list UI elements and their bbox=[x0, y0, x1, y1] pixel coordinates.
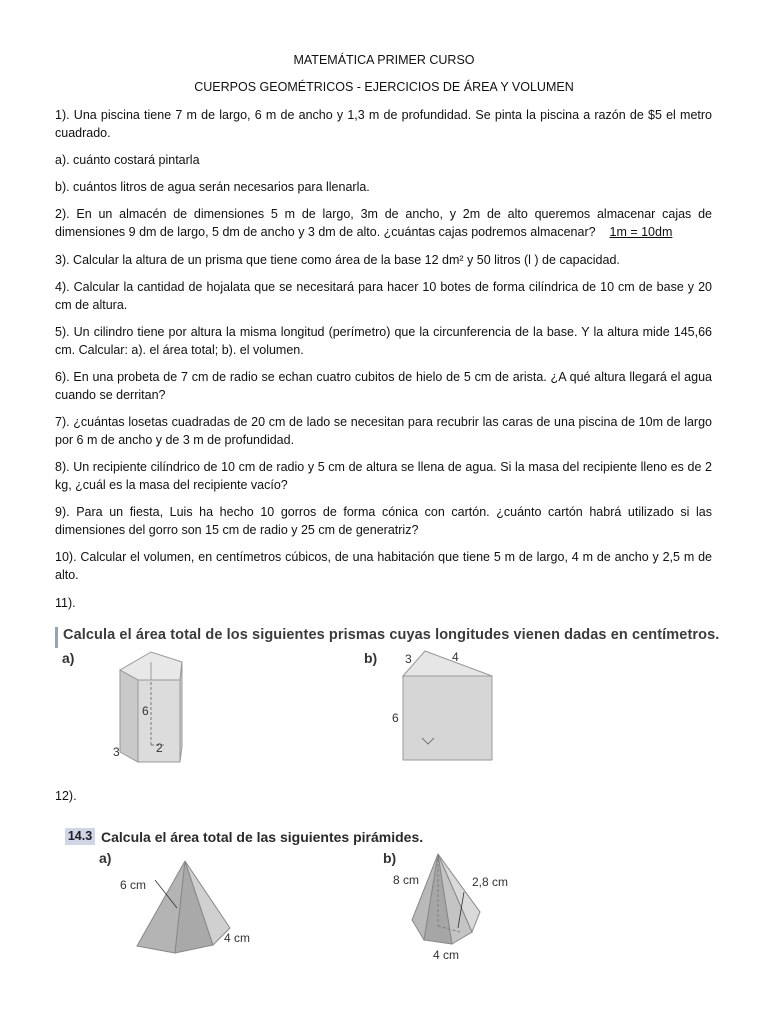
section-12-number: 14.3 bbox=[65, 828, 95, 845]
problem-4: 4). Calcular la cantidad de hojalata que se necesitará para hacer 10 botes de forma cilíndrica de 10 cm de base y 20 cm de altura. bbox=[55, 280, 712, 312]
pyramid-a-label: a) bbox=[99, 850, 112, 866]
pyramid-a-slant: 6 cm bbox=[120, 878, 147, 892]
problem-7: 7). ¿cuántas losetas cuadradas de 20 cm de lado se necesitan para recubrir las caras de una piscina de 10m de largo por 6 m de ancho y de 3 m de profundidad. bbox=[55, 415, 712, 447]
prism-a-label: a) bbox=[62, 650, 75, 666]
prism-b-label: b) bbox=[364, 650, 378, 666]
prism-a-side: 3 bbox=[113, 745, 120, 759]
problem-1b: b). cuántos litros de agua serán necesarios para llenarla. bbox=[55, 180, 370, 194]
pyramid-b-edge: 8 cm bbox=[393, 873, 420, 887]
course-title: MATEMÁTICA PRIMER CURSO bbox=[293, 53, 475, 67]
pyramid-b-base: 4 cm bbox=[433, 948, 460, 962]
pyramid-b-apothem: 2,8 cm bbox=[472, 875, 509, 889]
problem-5: 5). Un cilindro tiene por altura la misma longitud (perímetro) que la circunferencia de la base. Y la altura mide 145,66 cm. Calcular: a). el área total; b). el volumen. bbox=[55, 325, 712, 357]
problem-12: 12). bbox=[55, 789, 77, 803]
problem-2-text: 2). En un almacén de dimensiones 5 m de largo, 3m de ancho, y 2m de alto queremos almacenar cajas de dimensiones 9 dm de largo, 5 dm de ancho y 3 dm de alto. ¿cuántas cajas podremos almacenar? bbox=[55, 207, 712, 239]
problem-10: 10). Calcular el volumen, en centímetros cúbicos, de una habitación que tiene 5 m de largo, 4 m de ancho y 2,5 m de alto. bbox=[55, 550, 712, 582]
section-11-bar bbox=[55, 627, 58, 648]
topic-title: CUERPOS GEOMÉTRICOS - EJERCICIOS DE ÁREA Y VOLUMEN bbox=[194, 80, 574, 94]
prism-b-leg2: 4 bbox=[452, 650, 459, 664]
section-11-heading: Calcula el área total de los siguientes prismas cuyas longitudes vienen dadas en centímetros. bbox=[63, 627, 720, 643]
problem-11: 11). bbox=[55, 596, 76, 610]
prism-a-height: 6 bbox=[142, 704, 149, 718]
problem-6: 6). En una probeta de 7 cm de radio se echan cuatro cubitos de hielo de 5 cm de arista. ¿A qué altura llegará el agua cuando se derritan? bbox=[55, 370, 712, 402]
problem-3: 3). Calcular la altura de un prisma que tiene como área de la base 12 dm² y 50 litros (l ) de capacidad. bbox=[55, 253, 620, 267]
problem-1a: a). cuánto costará pintarla bbox=[55, 153, 200, 167]
pentagonal-prism-figure bbox=[108, 650, 198, 765]
problem-8: 8). Un recipiente cilíndrico de 10 cm de radio y 5 cm de altura se llena de agua. Si la masa del recipiente lleno es de 2 kg, ¿cuál es la masa del recipiente vacío? bbox=[55, 460, 712, 492]
prism-b-height: 6 bbox=[392, 711, 399, 725]
problem-2-note: 1m = 10dm bbox=[609, 225, 673, 239]
problem-1: 1). Una piscina tiene 7 m de largo, 6 m de ancho y 1,3 m de profundidad. Se pinta la piscina a razón de $5 el metro cuadrado. bbox=[55, 108, 712, 140]
prism-b-leg1: 3 bbox=[405, 652, 412, 666]
triangular-prism-figure bbox=[400, 648, 495, 763]
hexagonal-pyramid-figure bbox=[408, 852, 488, 952]
problem-2 bbox=[55, 205, 712, 241]
pyramid-b-label: b) bbox=[383, 850, 397, 866]
problem-9: 9). Para un fiesta, Luis ha hecho 10 gorros de forma cónica con cartón. ¿cuánto cartón habrá utilizado si las dimensiones del gorro son 15 cm de radio y 25 cm de generatriz? bbox=[55, 505, 712, 537]
section-12-heading: Calcula el área total de las siguientes pirámides. bbox=[101, 829, 424, 845]
pyramid-a-base: 4 cm bbox=[224, 931, 251, 945]
square-pyramid-figure bbox=[135, 858, 235, 958]
prism-a-apothem: 2 bbox=[156, 741, 163, 755]
